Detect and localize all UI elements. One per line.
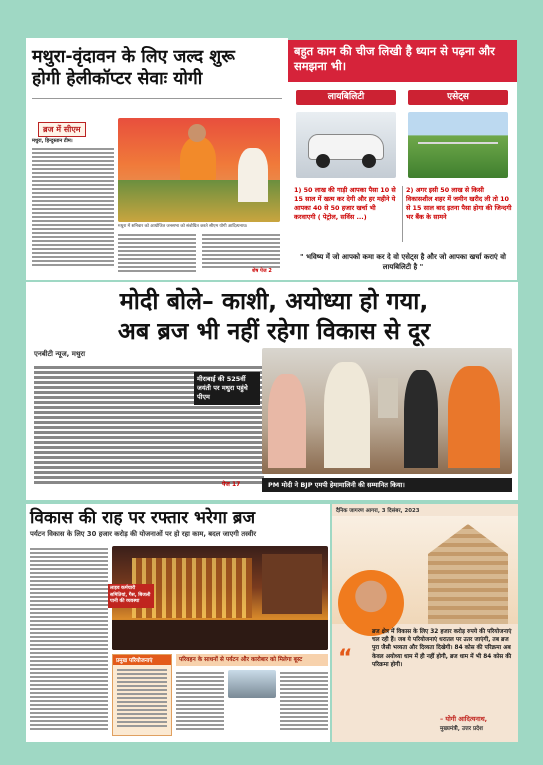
clip-d-col3-text — [280, 670, 328, 732]
clip-e-quote-text: ब्रज क्षेत्र में विकास के लिए 32 हजार करोड़ रुपये की परियोजनाएं चल रही हैं। जब ये परियोजनाएं धरातल पर उतर जाएंगी, तब ब्रज पुरा जैसी भव्यता और दिव्यता दिखेगी। 84 कोस की परिक्रमा अब केवल अयोध्या धाम में ही नहीं होगी, ब्रज धाम में भी 84 कोस की परिक्रमा होगी। — [372, 629, 512, 668]
footer-quote: " भविष्य में जो आपको कमा कर दे वो एसेट्स है और जो आपका खर्चा कराएं वो लायबिलिटी है " — [300, 253, 506, 271]
clip-d-subheadline: पर्यटन विकास के लिए 30 हजार करोड़ की योजनाओं पर हो रहा काम, बदल जाएगी तस्वीर — [30, 530, 257, 538]
clip-d-headline: विकास की राह पर रफ्तार भरेगा ब्रज — [30, 508, 256, 528]
clip-d-inset-box: लाइव कर्मचारी समितियां, गैस, बिजली पानी की व्यवस्था — [108, 584, 154, 608]
clip-e-attribution: – योगी आदित्यनाथ, — [440, 715, 488, 723]
saffron-figure — [448, 366, 500, 468]
temple-shikhara — [428, 524, 508, 624]
clip-a-col2-text — [118, 232, 196, 274]
clip-d-body-text — [30, 546, 108, 732]
projects-list — [113, 665, 171, 731]
clip-c-headline-line2: अब ब्रज भी नहीं रहेगा विकास से दूर — [117, 317, 431, 345]
road-line — [418, 142, 498, 144]
modi-figure — [324, 362, 370, 468]
clip-c-inset-box: मीराबाई की 525वीं जयंती पर मथुरा पहुंचे पीएम — [194, 372, 260, 405]
side-building — [262, 554, 322, 614]
clip-d-col2-text — [176, 670, 224, 732]
land-photo — [408, 112, 508, 178]
clip-d-section-heading: परिवहन के साधनों से पर्यटन और कारोबार को मिलेगा बूस्ट — [176, 654, 328, 666]
quote-mark-icon: “ — [338, 646, 353, 671]
news-clip-braj-development — [26, 504, 330, 742]
car-wheel-front — [316, 154, 330, 168]
yogi-rally-photo — [118, 118, 280, 222]
clip-c-headline-line1: मोदी बोले– काशी, अयोध्या हो गया, — [119, 287, 429, 315]
divider — [32, 98, 282, 99]
speaker-head — [188, 124, 206, 142]
clip-e-masthead: दैनिक जागरण आगरा, 3 दिसंबर, 2023 — [336, 508, 420, 514]
speaker-figure — [180, 136, 216, 182]
clip-e-designation: मुख्यमंत्री, उत्तर प्रदेश — [440, 726, 483, 732]
clip-a-body-text — [32, 146, 114, 268]
clip-a-photo-caption: मथुरा में शनिवार को आयोजित जनसभा को संबोधित करते सीएम योगी आदित्यनाथ। — [118, 224, 248, 229]
news-clip-yogi-quote — [332, 504, 518, 742]
car-photo — [296, 112, 396, 178]
projects-box-title: प्रमुख परियोजनाएं — [113, 655, 171, 665]
infographic-banner: बहुत काम की चीज लिखी है ध्यान से पढ़ना और समझना भी। — [288, 40, 517, 82]
liability-caption: 1) 50 लाख की गाड़ी आपका पैसा 10 से 15 साल में खत्म कर देगी और हर महीने ये आपका 40 से 50 हजार खर्चा भी करवाएगी ( पेट्रोल, सर्विस ...) — [294, 186, 396, 221]
clip-c-dateline: एनबीटी न्यूज, मथुरा — [34, 350, 86, 358]
column-divider — [402, 186, 403, 242]
clip-a-headline-line1: मथुरा-वृंदावन के लिए जल्द शुरू — [32, 47, 235, 67]
infographic-liability-assets — [288, 40, 517, 280]
clip-a-headline — [32, 46, 284, 90]
clip-a-dateline: मथुरा, हिन्दुस्तान टीम। — [32, 138, 73, 144]
man-right — [238, 148, 268, 202]
statue — [378, 378, 398, 418]
assets-caption: 2) अगर इसी 50 लाख से किसी विकासशील शहर में जमीन खरीद ली तो 10 से 15 साल बाद इतना पैसा होगा की जिन्दगी भर बैंक के सामने — [406, 186, 512, 221]
man-black-figure — [404, 370, 438, 468]
clip-c-jump: पेज 17 — [222, 481, 241, 488]
clip-a-col3-text — [202, 232, 280, 270]
woman-figure — [268, 374, 306, 468]
news-clip-helicopter — [26, 38, 288, 280]
clip-c-photo-caption: PM मोदी ने BJP एमपी हेमामालिनी की सम्मानित किया। — [262, 478, 512, 492]
clip-a-jump: शेष पेज 2 — [252, 268, 272, 274]
crowd — [112, 620, 328, 650]
liability-label: लायबिलिटी — [296, 90, 396, 105]
clip-a-headline-line2: होगी हेलीकॉप्टर सेवाः योगी — [32, 69, 203, 89]
assets-label: एसेट्स — [408, 90, 508, 105]
clip-c-headline — [32, 286, 516, 346]
ropeway-photo — [228, 670, 276, 698]
news-clip-modi-braj — [26, 282, 518, 500]
car-wheel-rear — [362, 154, 376, 168]
modi-photo — [262, 348, 512, 474]
yogi-portrait — [338, 570, 404, 636]
section-badge: ब्रज में सीएम — [38, 122, 86, 137]
projects-box — [112, 654, 172, 736]
